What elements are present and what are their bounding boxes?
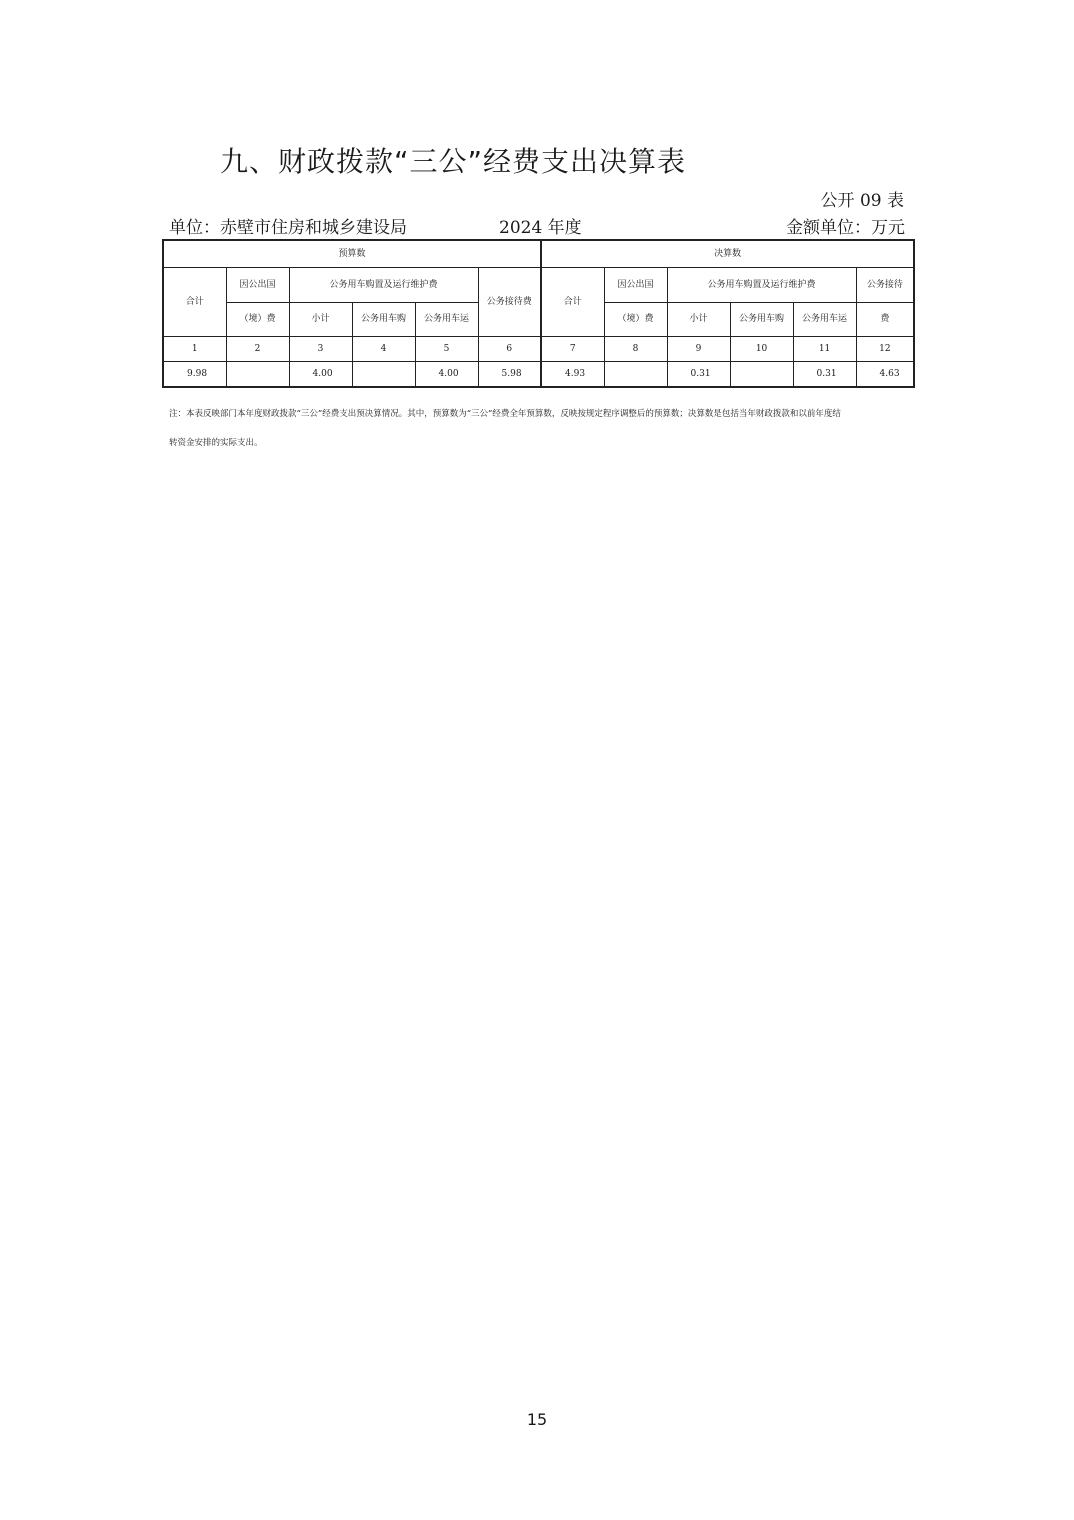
value-cell: 4.00 <box>289 362 352 388</box>
value-cell: 9.98 <box>163 362 226 388</box>
index-row <box>163 337 914 362</box>
header-budget: 预算数 <box>163 240 541 268</box>
index-cell: 10 <box>730 337 793 362</box>
value-cell <box>604 362 667 388</box>
header-final-subtotal: 小计 <box>667 303 730 337</box>
value-row <box>163 362 914 388</box>
header-budget-abroad-line2: （境）费 <box>226 303 289 337</box>
header-final-reception-line2: 费 <box>856 303 914 337</box>
three-public-expense-table <box>162 239 915 388</box>
unit-name: 单位：赤壁市住房和城乡建设局 <box>169 218 407 238</box>
index-cell: 8 <box>604 337 667 362</box>
unit-line <box>169 213 905 237</box>
header-final-abroad-line1: 因公出国 <box>604 268 667 303</box>
index-cell: 3 <box>289 337 352 362</box>
fiscal-year: 2024 年度 <box>499 218 582 238</box>
table-number: 公开 09 表 <box>820 191 904 211</box>
index-cell: 9 <box>667 337 730 362</box>
value-cell <box>352 362 415 388</box>
header-final: 决算数 <box>541 240 914 268</box>
header-budget-vehicle: 公务用车购置及运行维护费 <box>289 268 478 303</box>
index-cell: 1 <box>163 337 226 362</box>
value-cell: 0.31 <box>793 362 856 388</box>
header-final-vehicle: 公务用车购置及运行维护费 <box>667 268 856 303</box>
index-cell: 6 <box>478 337 541 362</box>
value-cell <box>226 362 289 388</box>
money-unit: 金额单位：万元 <box>786 218 905 238</box>
index-cell: 11 <box>793 337 856 362</box>
header-budget-abroad-line1: 因公出国 <box>226 268 289 303</box>
index-cell: 2 <box>226 337 289 362</box>
page-number: 15 <box>526 1410 548 1429</box>
note-line-1: 注：本表反映部门本年度财政拨款“三公”经费支出预决算情况。其中，预算数为“三公”经费全年预算数，反映按规定程序调整后的预算数；决算数是包括当年财政拨款和以前年度结 <box>169 409 841 419</box>
header-final-purchase: 公务用车购 <box>730 303 793 337</box>
value-cell: 4.63 <box>856 362 914 388</box>
index-cell: 5 <box>415 337 478 362</box>
header-final-abroad-line2: （境）费 <box>604 303 667 337</box>
table-note <box>169 400 909 458</box>
value-cell: 4.00 <box>415 362 478 388</box>
note-line-2: 转资金安排的实际支出。 <box>169 438 263 448</box>
header-final-total: 合计 <box>541 268 604 337</box>
page-title: 九、财政拨款“三公”经费支出决算表 <box>220 145 687 178</box>
header-budget-operation: 公务用车运 <box>415 303 478 337</box>
value-cell: 5.98 <box>478 362 541 388</box>
header-budget-total: 合计 <box>163 268 226 337</box>
value-cell <box>730 362 793 388</box>
header-final-reception-line1: 公务接待 <box>856 268 914 303</box>
header-budget-purchase: 公务用车购 <box>352 303 415 337</box>
index-cell: 4 <box>352 337 415 362</box>
index-cell: 7 <box>541 337 604 362</box>
value-cell: 0.31 <box>667 362 730 388</box>
header-final-operation: 公务用车运 <box>793 303 856 337</box>
value-cell: 4.93 <box>541 362 604 388</box>
index-cell: 12 <box>856 337 914 362</box>
header-budget-subtotal: 小计 <box>289 303 352 337</box>
header-budget-reception: 公务接待费 <box>478 268 541 337</box>
